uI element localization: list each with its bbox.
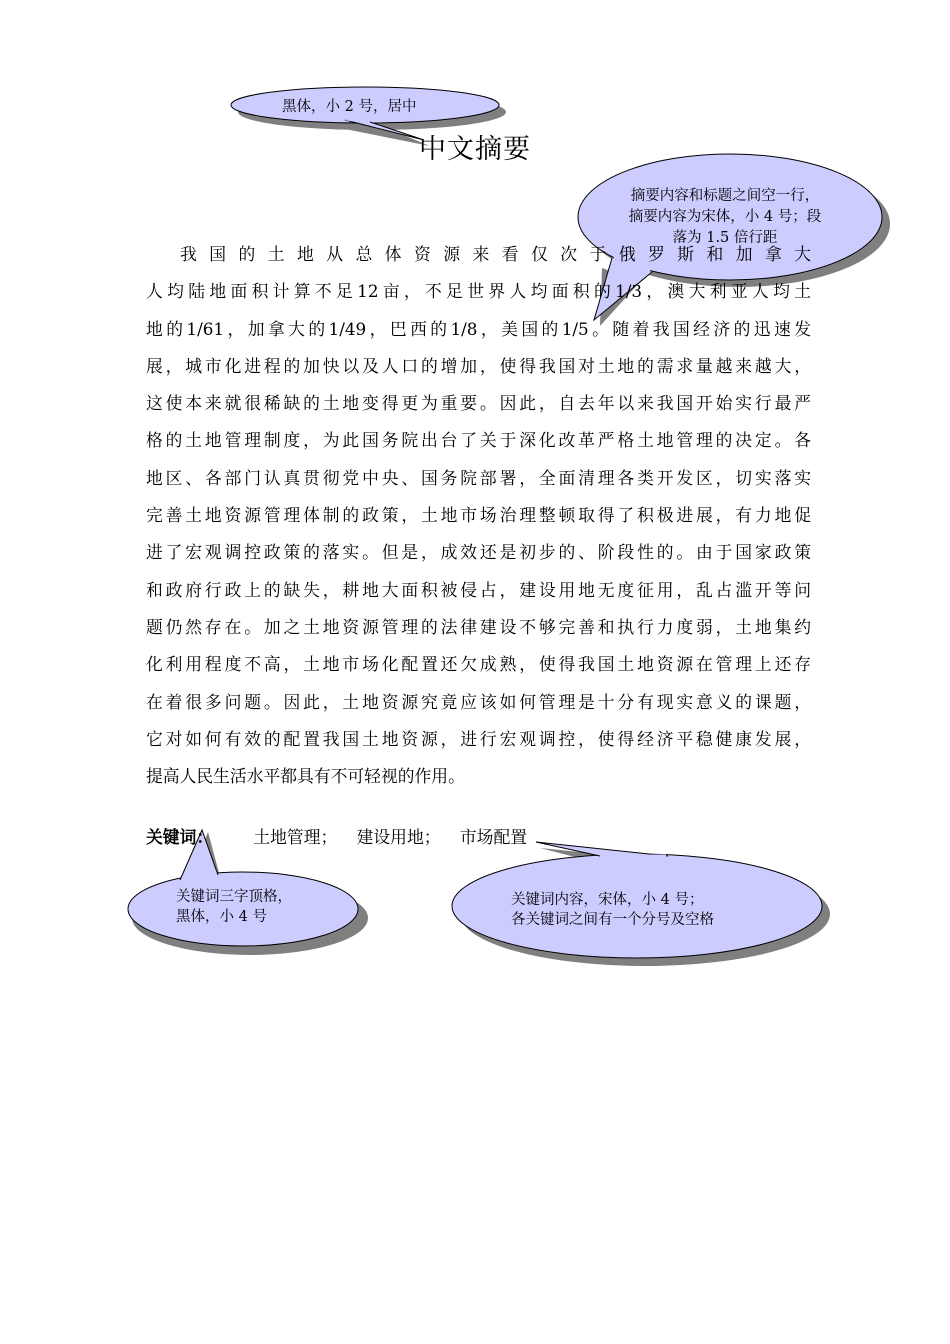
abstract-line: 化利用程度不高，土地市场化配置还欠成熟，使得我国土地资源在管理上还存: [146, 654, 811, 675]
keyword-item: 建设用地；: [356, 827, 441, 847]
abstract-line: 展，城市化进程的加快以及人口的增加，使得我国对土地的需求量越来越大，: [146, 355, 811, 376]
keywords-label: 关键词：: [146, 827, 214, 847]
abstract-format-note: 摘要内容和标题之间空一行，摘要内容为宋体，小 4 号；段落为 1.5 倍行距: [628, 188, 822, 246]
abstract-line: 提高人民生活水平都具有不可轻视的作用。: [146, 766, 465, 787]
label-format-note-line: 关键词三字顶格，: [176, 889, 292, 905]
abstract-line: 地的1/61，加拿大的1/49，巴西的1/8，美国的1/5。随着我国经济的迅速发: [146, 318, 811, 339]
abstract-line: 格的土地管理制度，为此国务院出台了关于深化改革严格土地管理的决定。各: [146, 430, 811, 451]
title-format-note: 黑体，小 2 号，居中: [282, 99, 417, 115]
label-format-note-line: 黑体，小 4 号: [176, 909, 267, 925]
abstract-line: 完善土地资源管理体制的政策，土地市场治理整顿取得了积极进展，有力地促: [146, 505, 811, 526]
page-title: 中文摘要: [419, 134, 531, 165]
keyword-item: 土地管理；: [253, 827, 338, 847]
abstract-line: 题仍然存在。加之土地资源管理的法律建设不够完善和执行力度弱，土地集约: [146, 616, 811, 637]
keywords-row: [146, 820, 527, 854]
abstract-line: 在着很多问题。因此，土地资源究竟应该如何管理是十分有现实意义的课题，: [146, 691, 811, 712]
abstract-line: 人均陆地面积计算不足12亩，不足世界人均面积的1/3，澳大利亚人均土: [146, 281, 811, 302]
keyword-item: 市场配置: [459, 827, 528, 847]
abstract-body: [146, 236, 811, 795]
keywords-format-note-line: 各关键词之间有一个分号及空格: [511, 912, 714, 928]
abstract-line: 和政府行政上的缺失，耕地大面积被侵占，建设用地无度征用，乱占滥开等问: [146, 579, 811, 600]
abstract-line: 地区、各部门认真贯彻党中央、国务院部署，全面清理各类开发区，切实落实: [146, 467, 811, 488]
abstract-line: 我国的土地从总体资源来看仅次于俄罗斯和加拿大: [180, 244, 811, 264]
abstract-line: 进了宏观调控政策的落实。但是，成效还是初步的、阶段性的。由于国家政策: [146, 542, 811, 563]
abstract-line: 这使本来就很稀缺的土地变得更为重要。因此，自去年以来我国开始实行最严: [146, 393, 811, 414]
keywords-format-note: [511, 890, 714, 930]
abstract-line: 它对如何有效的配置我国土地资源，进行宏观调控，使得经济平稳健康发展，: [146, 728, 811, 749]
label-format-note: [176, 887, 292, 927]
keywords-format-note-line: 关键词内容，宋体，小 4 号；: [511, 892, 704, 908]
